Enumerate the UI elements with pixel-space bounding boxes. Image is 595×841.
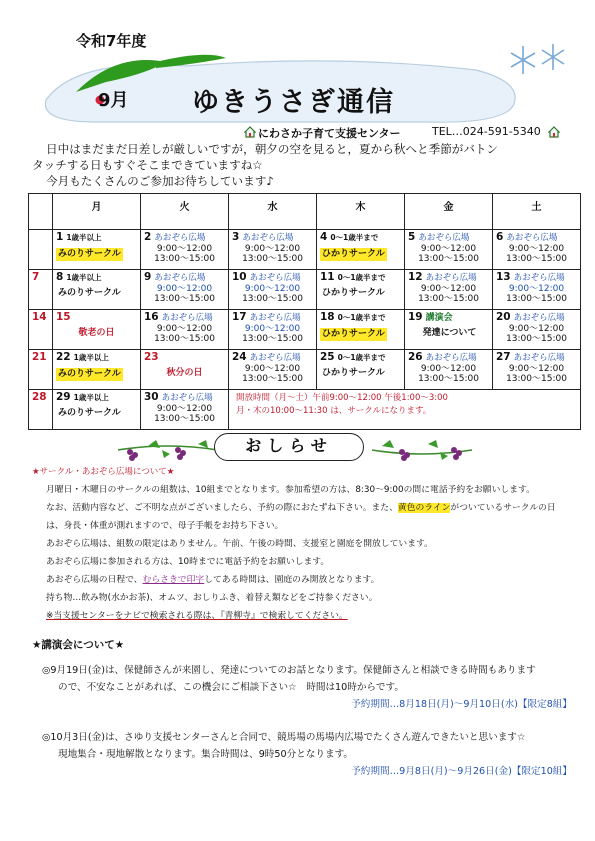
intro-text <box>32 141 566 189</box>
calendar-day: 25 0～1歳半まで ひかりサークル <box>317 350 405 390</box>
calendar-day: 26 あおぞら広場 9:00～12:00 13:00～15:00 <box>405 350 493 390</box>
calendar-week <box>29 390 581 430</box>
intro-line: 日中はまだまだ日差しが厳しいですが，朝夕の空を見ると，夏から秋へと季節がバトン <box>46 142 498 156</box>
calendar-day: 23 秋分の日 <box>141 350 229 390</box>
notice-line: 持ち物…飲み物(水かお茶)、オムツ、おしりふき、着替え類などをご持参ください。 <box>46 593 378 603</box>
circle-notice <box>32 463 572 625</box>
weekday-cell: 木 <box>317 194 405 230</box>
calendar-day: 5 あおぞら広場 9:00～12:00 13:00～15:00 <box>405 230 493 270</box>
purple-text: むらさきで印字 <box>142 575 205 585</box>
calendar-day: 17 あおぞら広場 9:00～12:00 13:00～15:00 <box>229 310 317 350</box>
calendar-notes <box>229 390 581 430</box>
year-label: 令和7年度 <box>76 32 147 50</box>
calendar-day: 22 1歳半以上 みのりサークル <box>53 350 141 390</box>
notice-line: あおぞら広場に参加される方は、10時までに電話予約をお願いします。 <box>46 557 330 567</box>
calendar-week <box>29 310 581 350</box>
calendar-day: 16 あおぞら広場 9:00～12:00 13:00～15:00 <box>141 310 229 350</box>
event-calendar <box>28 193 581 430</box>
calendar-day: 28 <box>29 390 53 430</box>
calendar-day: 10 あおぞら広場 9:00～12:00 13:00～15:00 <box>229 270 317 310</box>
weekday-cell: 土 <box>493 194 581 230</box>
calendar-day: 20 あおぞら広場 9:00～12:00 13:00～15:00 <box>493 310 581 350</box>
calendar-day: 19 講演会 発達について <box>405 310 493 350</box>
calendar-day: 18 0～1歳半まで ひかりサークル <box>317 310 405 350</box>
weekday-cell <box>29 194 53 230</box>
calendar-day: 7 <box>29 270 53 310</box>
calendar-day: 12 あおぞら広場 9:00～12:00 13:00～15:00 <box>405 270 493 310</box>
notice-line: は、身長・体重が測れますので、母子手帳をお持ち下さい。 <box>46 521 284 531</box>
calendar-day: 3 あおぞら広場 9:00～12:00 13:00～15:00 <box>229 230 317 270</box>
weekday-cell: 月 <box>53 194 141 230</box>
center-info <box>0 124 595 140</box>
calendar-day: 24 あおぞら広場 9:00～12:00 13:00～15:00 <box>229 350 317 390</box>
house-icon <box>244 126 256 138</box>
month-label: 9月 <box>98 90 129 111</box>
calendar-day: 9 あおぞら広場 9:00～12:00 13:00～15:00 <box>141 270 229 310</box>
circle-notice-heading: ★サークル・あおぞら広場について★ <box>32 467 175 477</box>
calendar-day: 14 <box>29 310 53 350</box>
newsletter-title: ゆきうさぎ通信 <box>192 87 395 118</box>
calendar-day: 11 0～1歳半まで ひかりサークル <box>317 270 405 310</box>
notice-line: なお、活動内容など、ご不明な点がございましたら、予約の際におたずね下さい。また、黄色のラインがついているサークルの日 <box>46 503 556 513</box>
yellow-line-highlight: 黄色のライン <box>397 503 451 513</box>
lecture-line: ◎10月3日(金)は、さゆり支援センターさんと合同で、競馬場の馬場内広場でたくさん遊んできたいと思います☆ <box>42 732 526 743</box>
calendar-day: 8 1歳半以上 みのりサークル <box>53 270 141 310</box>
calendar-day: 21 <box>29 350 53 390</box>
weekday-cell: 水 <box>229 194 317 230</box>
reservation-period: 予約期間…9月8日(月)～9月26日(金)【限定10組】 <box>351 766 572 777</box>
calendar-week <box>29 270 581 310</box>
oshirase-title: おしらせ <box>214 433 364 461</box>
lecture-line: ◎9月19日(金)は、保健師さんが来園し、発達についてのお話となります。保健師さんと相談できる時間もあります <box>42 665 536 676</box>
weekday-cell: 金 <box>405 194 493 230</box>
calendar-week <box>29 230 581 270</box>
house-icon <box>548 126 560 138</box>
notice-line: あおぞら広場は、組数の限定はありません。午前、午後の時間、支援室と園庭を開放しています。 <box>46 539 433 549</box>
calendar-day: 30 あおぞら広場 9:00～12:00 13:00～15:00 <box>141 390 229 430</box>
notice-line: あおぞら広場の日程で、むらさきで印字してある時間は、園庭のみ開放となります。 <box>46 575 380 585</box>
intro-line: タッチする日もすぐそこまできていますね☆ <box>32 158 263 172</box>
notice-line: 月曜日・木曜日のサークルの組数は、10組までとなります。参加希望の方は、8:30～9:00の間に電話予約をお願いします。 <box>46 485 535 495</box>
lecture-line: ので、不安なことがあれば、この機会にご相談下さい☆ 時間は10時からです。 <box>58 682 404 693</box>
calendar-day: 2 あおぞら広場 9:00～12:00 13:00～15:00 <box>141 230 229 270</box>
calendar-day: 27 あおぞら広場 9:00～12:00 13:00～15:00 <box>493 350 581 390</box>
grape-vine-icon <box>372 438 472 462</box>
navi-search-note: ※当支援センターをナビで検索される際は、『青柳寺』で検索してください。 <box>46 611 348 621</box>
lecture-notice <box>32 636 572 780</box>
calendar-day <box>29 230 53 270</box>
calendar-day: 4 0～1歳半まで ひかりサークル <box>317 230 405 270</box>
weekday-cell: 火 <box>141 194 229 230</box>
weekday-header <box>29 194 581 230</box>
calendar-day: 29 1歳半以上 みのりサークル <box>53 390 141 430</box>
phone-number: TEL…024-591-5340 <box>432 125 541 138</box>
calendar-day: 13 あおぞら広場 9:00～12:00 13:00～15:00 <box>493 270 581 310</box>
lecture-heading: ★講演会について★ <box>32 639 125 651</box>
calendar-week <box>29 350 581 390</box>
lecture-line: 現地集合・現地解散となります。集合時間は、9時50分となります。 <box>58 749 353 760</box>
calendar-day: 15 敬老の日 <box>53 310 141 350</box>
center-name: にわさか子育て支援センター <box>258 127 401 140</box>
open-hours: 開放時間（月～土）午前9:00～12:00 午後1:00～3:00 <box>236 393 448 403</box>
intro-line: 今月もたくさんのご参加お待ちしています♪ <box>46 174 274 188</box>
reservation-period: 予約期間…8月18日(月)～9月10日(水)【限定8組】 <box>351 699 572 710</box>
calendar-day: 1 1歳半以上 みのりサークル <box>53 230 141 270</box>
calendar-day: 6 あおぞら広場 9:00～12:00 13:00～15:00 <box>493 230 581 270</box>
snowflake-icon <box>503 40 573 84</box>
circle-hours: 月・木の10:00～11:30 は、サークルになります。 <box>236 406 432 416</box>
